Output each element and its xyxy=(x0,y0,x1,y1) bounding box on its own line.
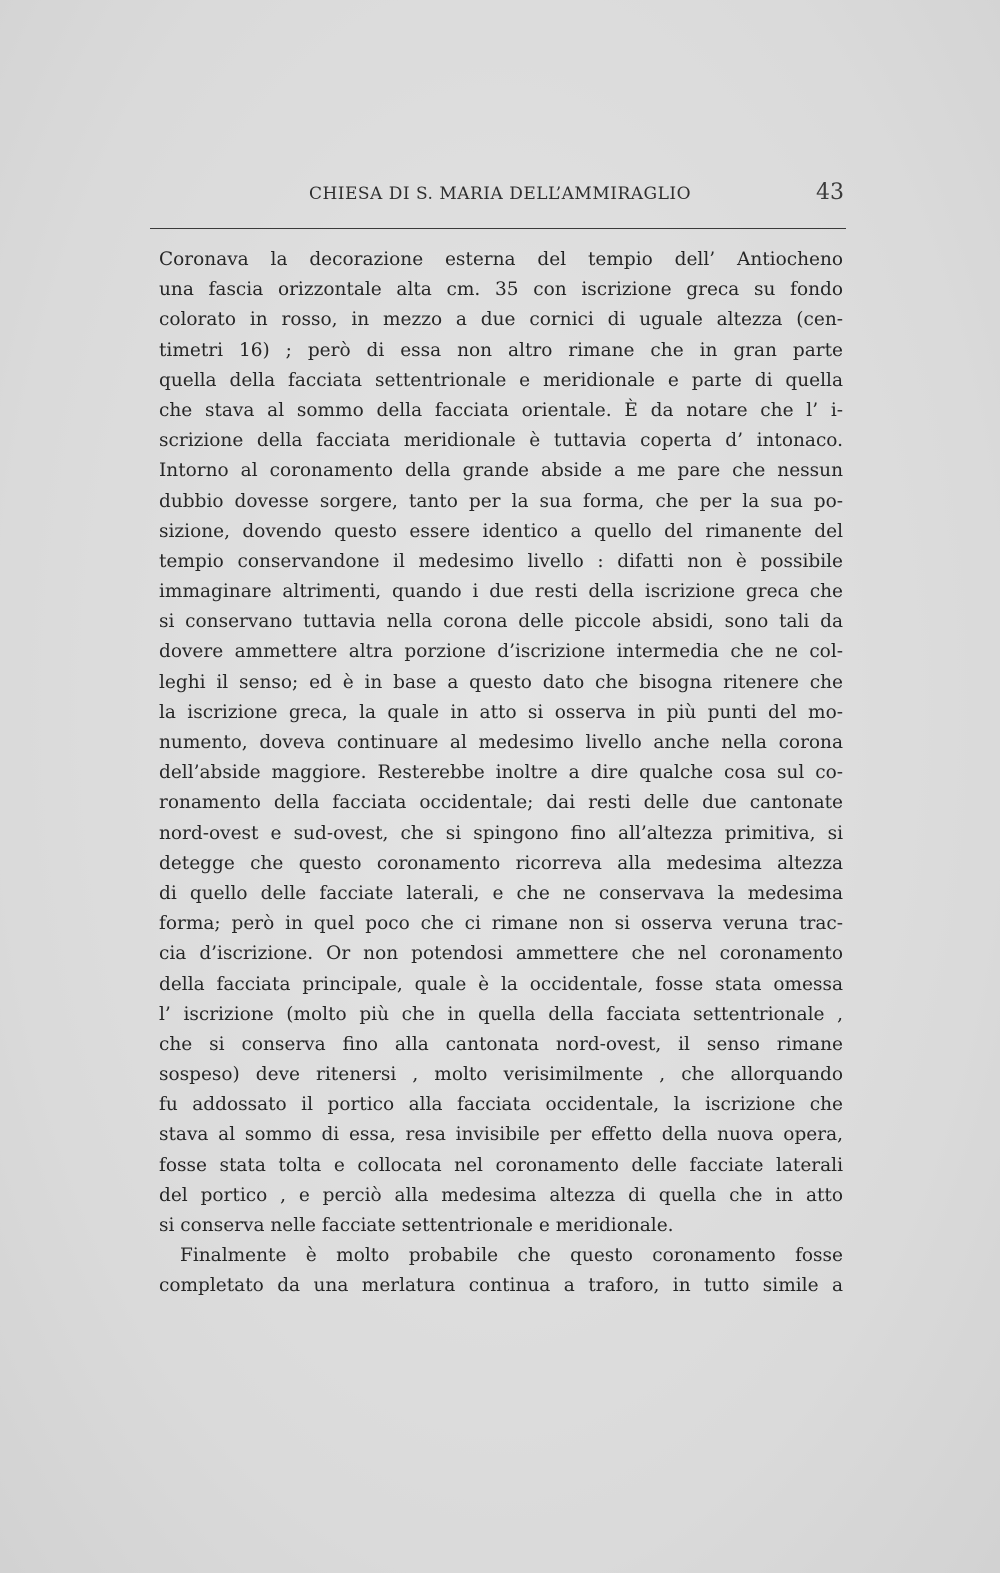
text-line: forma; però in quel poco che ci rimane non si osserva veruna trac- xyxy=(159,913,843,935)
text-line: dell’abside maggiore. Resterebbe inoltre a dire qualche cosa sul co- xyxy=(159,762,843,784)
text-line: della facciata principale, quale è la occidentale, fosse stata omessa xyxy=(159,973,843,995)
text-line: Coronava la decorazione esterna del tempio dell’ Antiocheno xyxy=(159,249,843,270)
text-line: fosse stata tolta e collocata nel coronamento delle facciate laterali xyxy=(159,1154,843,1176)
text-line: detegge che questo coronamento ricorreva alla medesima altezza xyxy=(159,852,843,874)
text-line: si conservano tuttavia nella corona delle piccole absidi, sono tali da xyxy=(159,611,843,633)
text-line: timetri 16) ; però di essa non altro rimane che in gran parte xyxy=(159,339,843,361)
text-line: leghi il senso; ed è in base a questo dato che bisogna ritenere che xyxy=(159,671,843,693)
text-line: nord-ovest e sud-ovest, che si spingono fino all’altezza primitiva, si xyxy=(159,822,843,844)
text-line: immaginare altrimenti, quando i due resti della iscrizione greca che xyxy=(159,581,843,603)
text-line: dubbio dovesse sorgere, tanto per la sua forma, che per la sua po- xyxy=(159,490,843,512)
text-line: colorato in rosso, in mezzo a due cornici di uguale altezza (cen- xyxy=(159,309,843,331)
header-rule xyxy=(150,228,846,229)
text-line: fu addossato il portico alla facciata occidentale, la iscrizione che xyxy=(159,1094,843,1116)
text-line: la iscrizione greca, la quale in atto si osserva in più punti del mo- xyxy=(159,701,843,723)
text-line: si conserva nelle facciate settentrionale e meridionale. xyxy=(159,1215,674,1236)
text-line: l’ iscrizione (molto più che in quella della facciata settentrionale , xyxy=(159,1003,843,1025)
text-line: del portico , e perciò alla medesima altezza di quella che in atto xyxy=(159,1184,843,1206)
text-line: quella della facciata settentrionale e meridionale e parte di quella xyxy=(159,369,843,391)
text-line: dovere ammettere altra porzione d’iscrizione intermedia che ne col- xyxy=(159,641,843,663)
text-line: che stava al sommo della facciata orientale. È da notare che l’ i- xyxy=(159,399,843,421)
text-line: Intorno al coronamento della grande abside a me pare che nessun xyxy=(159,460,843,482)
page-header xyxy=(150,180,850,210)
text-line: sizione, dovendo questo essere identico a quello del rimanente del xyxy=(159,520,843,542)
text-line: di quello delle facciate laterali, e che ne conservava la medesima xyxy=(159,882,843,904)
text-line: stava al sommo di essa, resa invisibile per effetto della nuova opera, xyxy=(159,1124,843,1146)
text-line: tempio conservandone il medesimo livello : difatti non è possibile xyxy=(159,550,843,572)
text-line: scrizione della facciata meridionale è tuttavia coperta d’ intonaco. xyxy=(159,430,843,452)
text-line: sospeso) deve ritenersi , molto verisimilmente , che allorquando xyxy=(159,1064,843,1086)
text-line: che si conserva fino alla cantonata nord-ovest, il senso rimane xyxy=(159,1033,843,1055)
text-line: completato da una merlatura continua a traforo, in tutto simile a xyxy=(159,1275,843,1297)
body-text xyxy=(159,245,843,1302)
running-title: CHIESA DI S. MARIA DELL’AMMIRAGLIO xyxy=(308,184,692,204)
page-number: 43 xyxy=(816,180,844,205)
text-line: cia d’iscrizione. Or non potendosi ammettere che nel coronamento xyxy=(159,943,843,965)
text-line: una fascia orizzontale alta cm. 35 con iscrizione greca su fondo xyxy=(159,279,843,301)
text-line: numento, doveva continuare al medesimo livello anche nella corona xyxy=(159,732,843,753)
text-line: Finalmente è molto probabile che questo coronamento fosse xyxy=(180,1245,843,1267)
text-line: ronamento della facciata occidentale; dai resti delle due cantonate xyxy=(159,792,843,814)
